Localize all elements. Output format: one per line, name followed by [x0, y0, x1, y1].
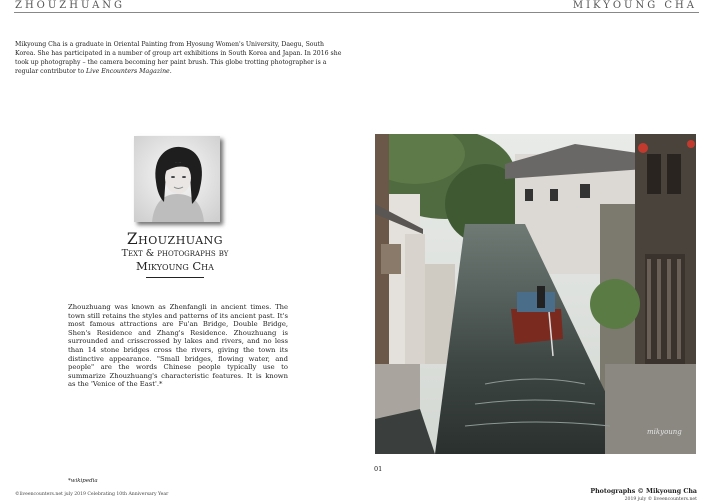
header-rule	[14, 12, 699, 13]
page-number: 01	[374, 465, 383, 473]
footnote: *wikipedia	[68, 478, 98, 484]
footer-right: 2019 july © liveencounters.net	[624, 497, 697, 502]
bio-end: .	[169, 67, 172, 75]
bio-text: Mikyoung Cha is a graduate in Oriental Painting from Hyosung Women's University, Daegu, South Korea. She has participated in a number of group art exhibitions in South Korea and Japan. In 2016 she took up photography – the camera becoming her paint brush. This globe trotting photographer is a regular contributor to	[15, 41, 342, 75]
header-left-title: ZHOUZHUANG	[15, 0, 126, 11]
title-divider	[146, 277, 204, 278]
header-right-title: MIKYOUNG CHA	[572, 0, 697, 11]
portrait-image	[134, 136, 220, 222]
article-body: Zhouzhuang was known as Zhenfangli in ancient times. The town still retains the styles and patterns of its ancient past. It's most famous attractions are Fu'an Bridge, Double Bridge, Shen's Residence and Zhang's Residence. Zhouzhuang is surrounded and crisscrossed by lakes and rivers, and no less than 14 stone bridges cross the rivers, giving the town its distinctive appearance. "Small bridges, flowing water, and people" are the words Chinese people typically use to summarize Zhouzhuang's characteristic features. It is known as the 'Venice of the East'.*	[68, 303, 288, 389]
author-bio	[15, 41, 345, 77]
magazine-name: Live Encounters Magazine	[86, 67, 170, 75]
photo-credit: Photographs © Mikyoung Cha	[590, 488, 697, 495]
title-block	[90, 231, 260, 278]
author-portrait	[134, 136, 220, 222]
article-title: Zhouzhuang	[126, 230, 224, 248]
article-author: Mikyoung Cha	[136, 259, 214, 273]
photo-signature: mikyoung	[647, 428, 682, 436]
canal-photo-image	[375, 134, 696, 454]
canal-photo	[375, 134, 696, 454]
footer-left: ©liveencounters.net july 2019 Celebrating 10th Anniversary Year	[15, 492, 169, 497]
article-subtitle: Text & photographs by	[121, 248, 229, 259]
